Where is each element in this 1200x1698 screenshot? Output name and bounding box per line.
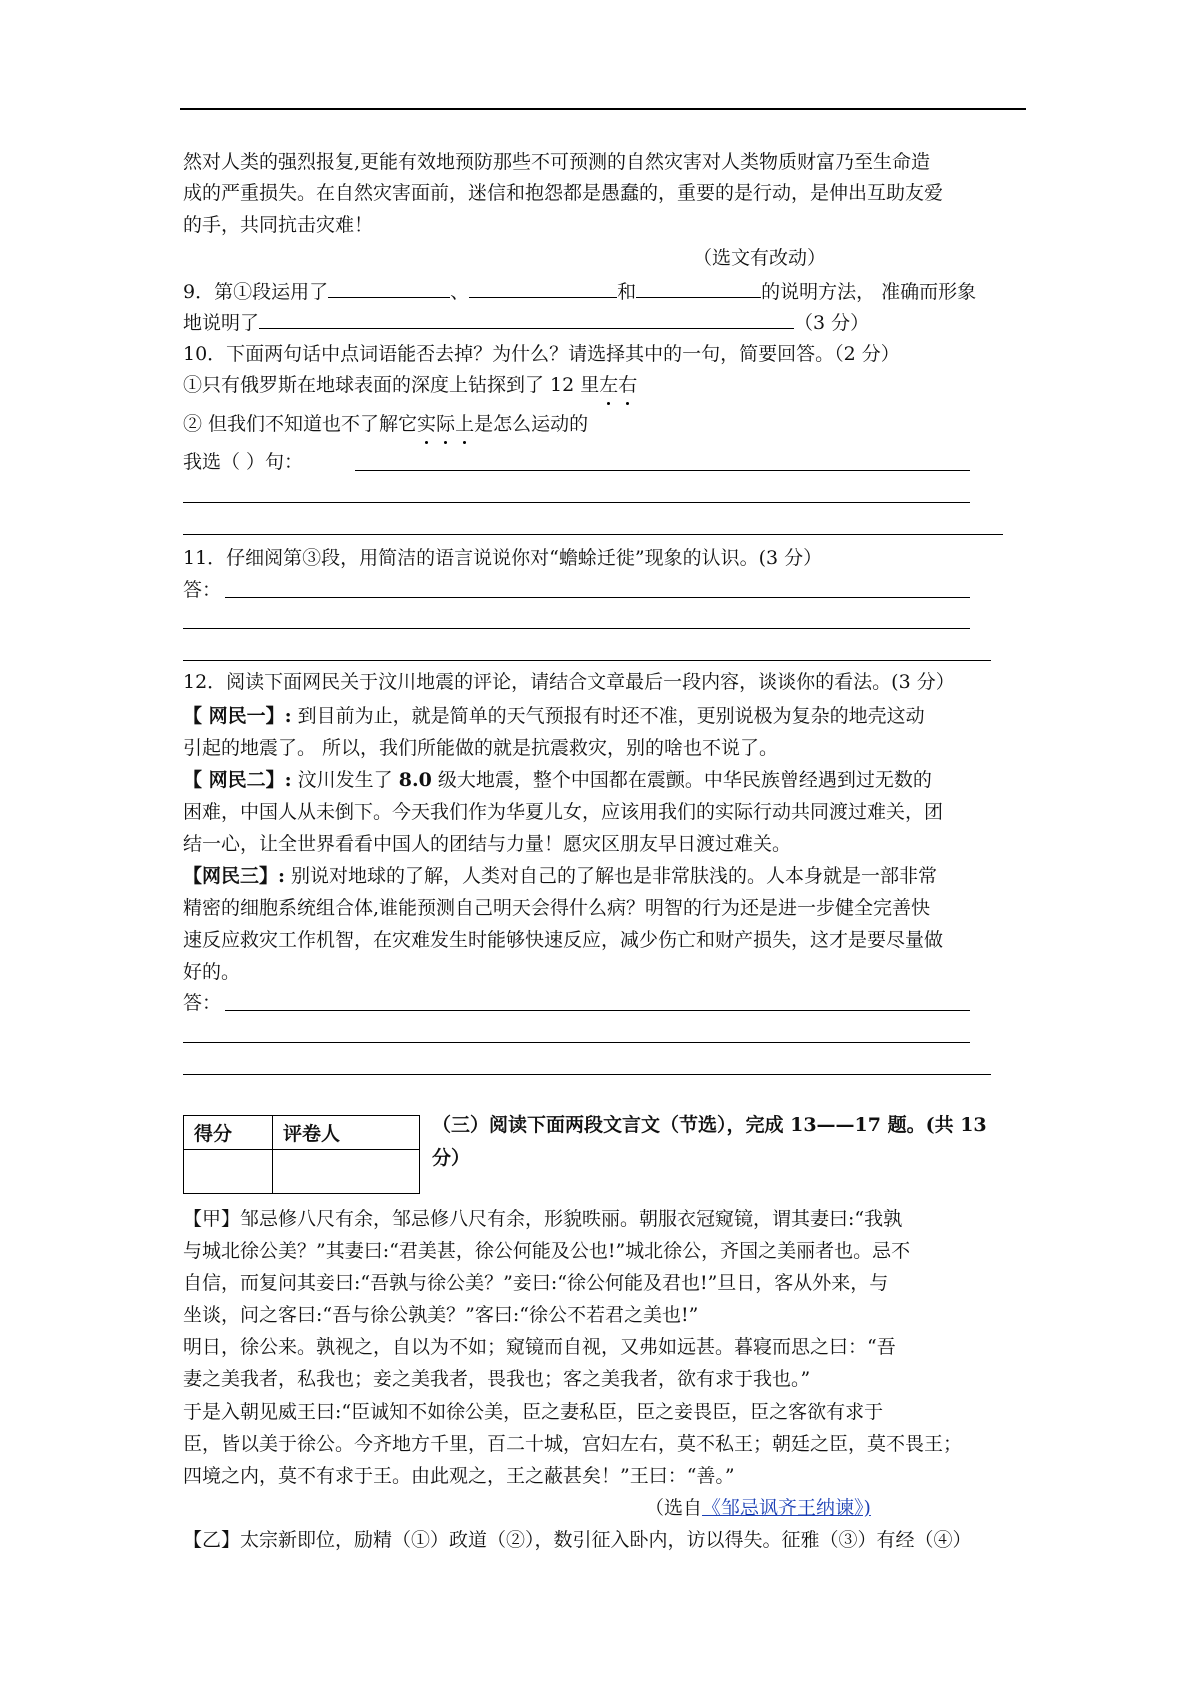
emphasis-char: 际 <box>436 413 456 435</box>
netizen-1-label: 【 网民一】: <box>183 705 292 727</box>
score-cell[interactable] <box>184 1150 273 1194</box>
q12-answer-label: 答： <box>183 992 222 1014</box>
source-link[interactable]: 《邹忌讽齐王纳谏》) <box>702 1497 871 1519</box>
jia-line: 自信，而复问其妾曰:“吾孰与徐公美？”妾曰:“徐公何能及君也!”旦日，客从外来，与 <box>183 1272 889 1294</box>
netizen-2-label: 【 网民二】: <box>183 769 292 791</box>
netizen-1-text: 到目前为止，就是简单的天气预报有时还不准，更别说极为复杂的地壳这动 <box>291 705 925 727</box>
question-11-stem: 11．仔细阅第③段，用简洁的语言说说你对“蟾蜍迁徙”现象的认识。(3 分） <box>183 547 823 569</box>
netizen-2-text: 汶川发生了 <box>291 769 399 791</box>
jia-line: 【甲】邹忌修八尺有余，邹忌修八尺有余，形貌昳丽。朝服衣冠窥镜，谓其妻曰:“我孰 <box>183 1208 903 1230</box>
answer-line[interactable] <box>225 1010 970 1011</box>
question-12-stem: 12．阅读下面网民关于汶川地震的评论，请结合文章最后一段内容，谈谈你的看法。(3 分） <box>183 671 955 693</box>
answer-line[interactable] <box>183 1042 970 1043</box>
q9-blank-2[interactable] <box>469 279 617 298</box>
jia-line: 坐谈，问之客曰:“吾与徐公孰美？”客曰:“徐公不若君之美也!” <box>183 1304 699 1326</box>
jia-source <box>645 1496 871 1520</box>
q10-s1-text: ①只有俄罗斯在地球表面的深度上钻探到了 12 里 <box>183 374 600 396</box>
intro-line: 的手，共同抗击灾难！ <box>183 214 374 236</box>
netizen-3-label: 【网民三】: <box>183 865 286 887</box>
q9-score: （3 分） <box>794 312 870 334</box>
q9-blank-1[interactable] <box>328 279 450 298</box>
answer-line[interactable] <box>183 660 991 661</box>
answer-line[interactable] <box>183 1074 991 1075</box>
q10-answer-label: 我选（ ）句： <box>183 451 304 473</box>
netizen-2-text: 级大地震，整个中国都在震颤。中华民族曾经遇到过无数的 <box>431 769 932 791</box>
score-header: 得分 <box>184 1116 273 1150</box>
answer-line[interactable] <box>183 534 1003 535</box>
answer-line[interactable] <box>225 597 970 598</box>
jia-line: 妻之美我者，私我也；妾之美我者，畏我也；客之美我者，欲有求于我也。” <box>183 1368 811 1390</box>
answer-line[interactable] <box>183 628 970 629</box>
source-note: （选文有改动） <box>693 247 827 269</box>
q9-line2-prefix: 地说明了 <box>183 312 260 334</box>
q11-answer-label: 答： <box>183 579 222 601</box>
yi-line: 【乙】太宗新即位，励精（①）政道（②），数引征入卧内，访以得失。征雅（③）有经（④） <box>183 1529 972 1551</box>
emphasis-char: 右 <box>618 374 638 396</box>
jia-line: 四境之内，莫不有求于王。由此观之，王之蔽甚矣！”王曰：“善。” <box>183 1465 735 1487</box>
q9-sep: 、 <box>450 281 470 303</box>
q10-sentence-1 <box>183 373 637 397</box>
score-table <box>183 1115 420 1194</box>
netizen-3-text: 别说对地球的了解，人类对自己的了解也是非常肤浅的。人本身就是一部非常 <box>285 865 938 887</box>
intro-line: 成的严重损失。在自然灾害面前，迷信和抱怨都是愚蠢的，重要的是行动，是伸出互助友爱 <box>183 182 944 204</box>
netizen-1-line <box>183 704 925 728</box>
q9-sep: 和 <box>617 281 637 303</box>
emphasis-char: 实 <box>417 413 437 435</box>
netizen-3-line: 速反应救灾工作机智，在灾难发生时能够快速反应，减少伤亡和财产损失，这才是要尽量做 <box>183 929 944 951</box>
question-9-line2 <box>183 310 869 335</box>
q9-blank-4[interactable] <box>259 310 794 329</box>
question-10-stem: 10．下面两句话中点词语能否去掉？为什么？请选择其中的一句，简要回答。（2 分） <box>183 343 900 365</box>
section-3-heading: （三）阅读下面两段文言文（节选），完成 13——17 题。(共 13 <box>432 1114 987 1136</box>
emphasis-char: 左 <box>599 374 619 396</box>
netizen-2-line: 困难，中国人从未倒下。今天我们作为华夏儿女，应该用我们的实际行动共同渡过难关，团 <box>183 801 944 823</box>
question-9 <box>183 279 976 304</box>
jia-line: 明日，徐公来。孰视之，自以为不如；窥镜而自视，又弗如远甚。暮寝而思之曰：“吾 <box>183 1336 896 1358</box>
netizen-3-line: 精密的细胞系统组合体,谁能预测自己明天会得什么病？明智的行为还是进一步健全完善快 <box>183 897 931 919</box>
q10-sentence-2 <box>183 412 588 436</box>
jia-line: 臣，皆以美于徐公。今齐地方千里，百二十城，宫妇左右，莫不私王；朝廷之臣，莫不畏王； <box>183 1433 963 1455</box>
jia-source-prefix: （选自 <box>645 1497 703 1519</box>
q9-suffix: 的说明方法， 准确而形象 <box>761 281 977 303</box>
q9-prefix: 9．第①段运用了 <box>183 281 329 303</box>
intro-line: 然对人类的强烈报复,更能有效地预防那些不可预测的自然灾害对人类物质财富乃至生命造 <box>183 151 931 173</box>
netizen-2-line: 结一心，让全世界看看中国人的团结与力量！愿灾区朋友早日渡过难关。 <box>183 833 792 855</box>
netizen-3-line: 好的。 <box>183 961 241 983</box>
magnitude-value: 8.0 <box>398 769 432 791</box>
netizen-1-line: 引起的地震了。 所以，我们所能做的就是抗震救灾，别的啥也不说了。 <box>183 737 779 759</box>
emphasis-char: 上 <box>455 413 475 435</box>
section-3-heading: 分） <box>432 1147 471 1169</box>
grader-header: 评卷人 <box>273 1116 420 1150</box>
answer-line[interactable] <box>183 502 970 503</box>
jia-line: 与城北徐公美？”其妻曰:“君美甚，徐公何能及公也!”城北徐公，齐国之美丽者也。忌不 <box>183 1240 911 1262</box>
netizen-2-line <box>183 768 932 792</box>
answer-line[interactable] <box>355 470 970 471</box>
q10-s2-text: ② 但我们不知道也不了解它 <box>183 413 418 435</box>
header-rule <box>180 108 1026 110</box>
q9-blank-3[interactable] <box>636 279 761 298</box>
q10-s2-text: 是怎么运动的 <box>474 413 589 435</box>
grader-cell[interactable] <box>273 1150 420 1194</box>
jia-line: 于是入朝见威王曰:“臣诚知不如徐公美，臣之妻私臣，臣之妾畏臣，臣之客欲有求于 <box>183 1401 884 1423</box>
netizen-3-line <box>183 864 937 888</box>
